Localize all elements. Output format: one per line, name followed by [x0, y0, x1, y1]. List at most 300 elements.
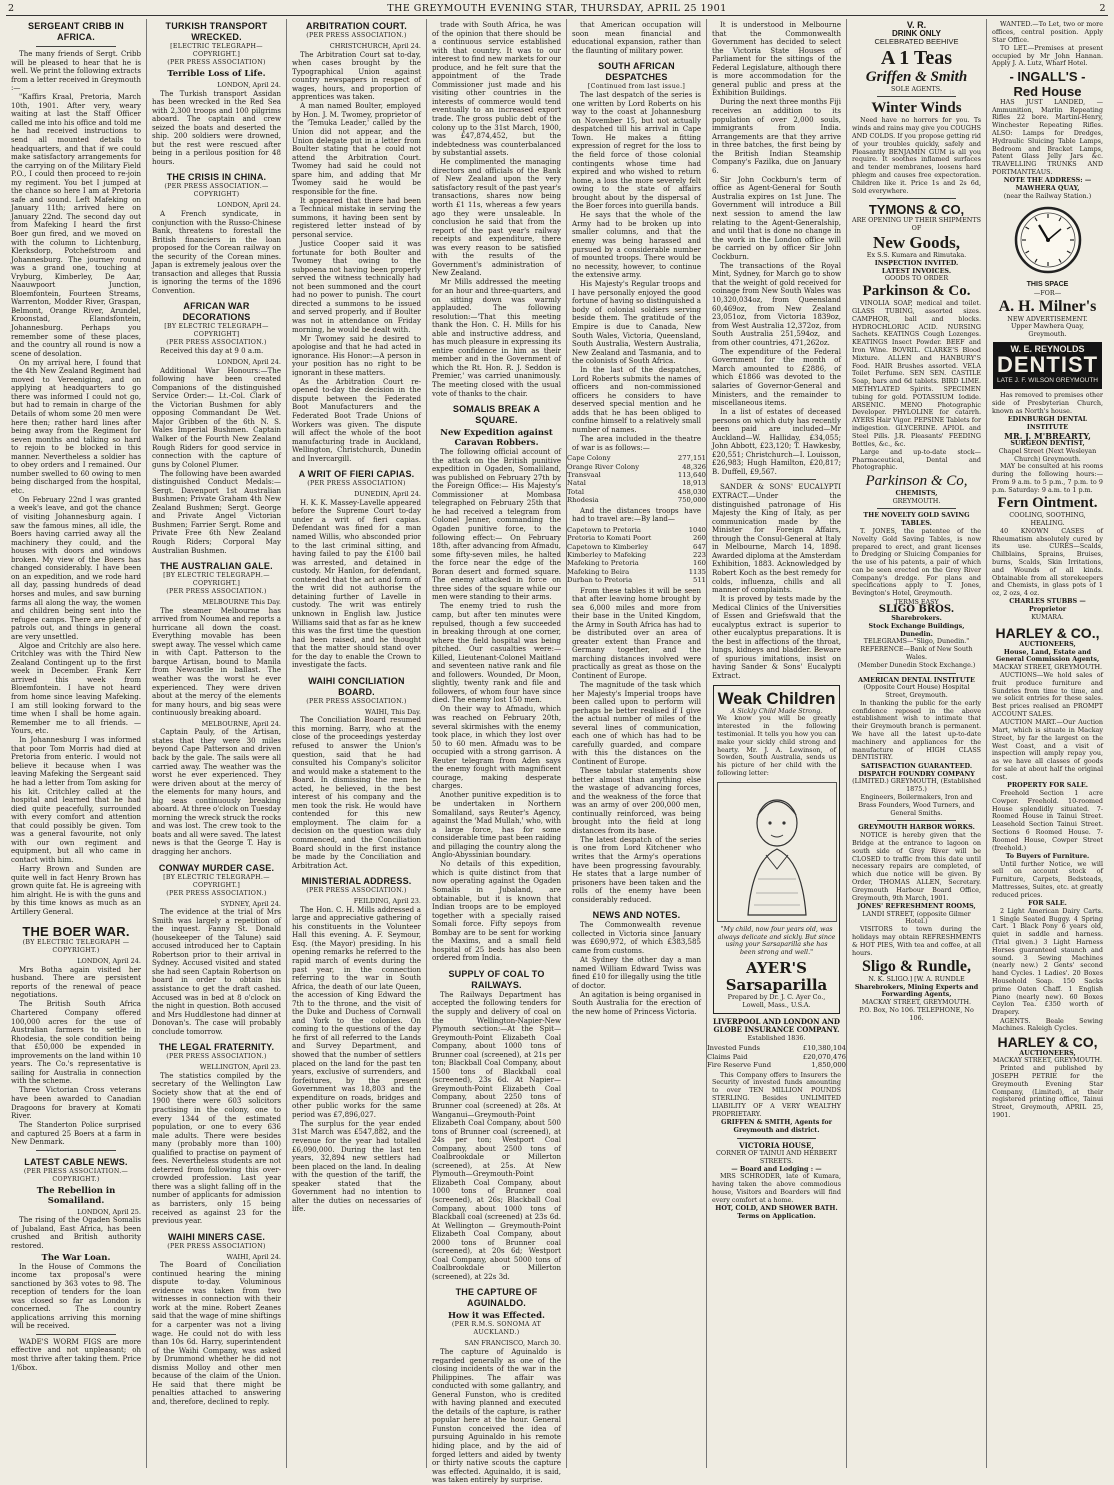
advert-subtitle: AUCTIONEERS,	[1019, 639, 1076, 648]
advert-text: VINOLIA SOAP, medical and toilet. GLASS TUBING, assorted sizes. CAMPHOR, ball and blocks. HYDROCHLORIC ACID. NURSING Sachets. KEATINGS Cough Lozenges. KEATINGS Insect Powder. BEEF and Iron Wine. BOVRIL. CLARKE'S Blood Mixture. ALLEN and HANBURY'S Food. HAIR Brushes assorted. VELA Toilet Perfume. SEN SEN. CASTILE Soap, bars and 6d tablets. BIRD LIME. METHYLATED Spirits. SPECIMEN tubing for gold. POTASSIUM Iodide. ARSENIC. MENO Photographic Developer. PHYLOLINE for catarrh. AYERS Hair Vigor. PEPSINE Tablets for indigestion. GLYCERINE. APIOL and Steel Pills. J.R. Pleasants' FEEDING Bottles, &c., &c.	[852, 299, 981, 448]
byline: [BY ELECTRIC TELEGRAPH—COPYRIGHT]	[164, 323, 269, 339]
article-text: The British South Africa Chartered Company offered 100,000 acres for the use of Australian farmers to settle in Rhodesia, the sole condition being that £50,000 be expended in improvements on the land within 10 years. The Co.'s representative is sailing for Australia in connection with the scheme.	[11, 999, 141, 1086]
distance-table	[567, 526, 706, 585]
subheadline: The War Loan.	[41, 1252, 111, 1263]
article-text: Mrs Botha again visited her husband. There are persistent reports of the renewal of peace negotiations.	[11, 964, 141, 1000]
table-cell-value: 1040	[688, 525, 706, 534]
table-row	[567, 463, 706, 471]
table-row	[567, 551, 706, 559]
article-text: During the next three months Fiji receives an addition to its population of over 2,000 souls, immigrants from India. Arrangements are that they arrive in three batches, the first being by the British Indian Steamship Company's Fazilka, due on January 6.	[712, 97, 841, 175]
advert-subtitle: — Board and Lodging : —	[731, 1164, 822, 1173]
advert-text: GOODS TO ORDER	[884, 274, 949, 283]
column-5	[566, 19, 706, 1468]
dateline: LONDON, April 24.	[217, 81, 281, 89]
table-cell-value: 277,151	[677, 454, 706, 463]
clock-icon	[1013, 205, 1083, 275]
advert-subtitle: ARE OPENING UP THEIR SHIPMENTS OF	[852, 216, 981, 233]
advert-text: LATEST INVOICES.	[881, 266, 952, 275]
byline: (PER PRESS ASSOCIATION.—COPYRIGHT)	[164, 183, 269, 199]
table-cell-label: Transvaal	[567, 470, 601, 479]
article-text: An agitation is being organised in South Australia for the erection of the new home of Princess Victoria.	[572, 989, 701, 1016]
advert-title: TYMONS & CO,	[868, 202, 965, 218]
headline: SERGEANT CRIBB IN AFRICA.	[28, 21, 124, 42]
subheadline: Terrible Loss of Life.	[167, 69, 266, 79]
advert-text: Need have no horrors for you. Ts winds and rains may give you COUGHS AND COLDS. If you propose getting rid of your troubles quickly, safely and Pleasantly BENJAMIN GUM is all you require. It soothes inflamed surfaces and tender membranes, loosens hard phlegm and causes free expectoration. Children like it. Price 1s and 2s 6d, Sold everywhere.	[852, 116, 981, 195]
advert-subtitle: GREYMOUTH.	[892, 496, 941, 505]
dentist-advert	[993, 342, 1102, 389]
advert-subtitle: A Sickly Child Made Strong.	[730, 706, 823, 715]
byline: (PER R.M.S. SONOMA AT AUCKLAND.)	[451, 1321, 542, 1337]
table-row	[567, 543, 706, 551]
table-cell-value: 1,850,000	[811, 1061, 846, 1070]
advert-subtitle: SURGEON DENTIST,	[1010, 439, 1085, 448]
dateline: MELBOURNE This Day.	[202, 598, 281, 607]
article-text: In the last of the despatches, Lord Roberts submits the names of officers and non-commissioned officers he considers to have deserved special mention and he adds that he has been obliged to confine himself to a relatively small number of names.	[572, 365, 701, 435]
advert-title: Parkinson & Co.	[862, 283, 971, 300]
dateline: SYDNEY, April 24.	[220, 899, 281, 908]
article-text: The evidence at the trial of Mrs Smith was largely a repetition of the inquest. Fanny St. Donald (housekeeper of the Talune) said accused introduced her to Captain Robertson prior to their arrival in Sydney. Accused visited and stated she had seen Captain Robertson on board in order to obtain his assistance to get the draft cashed. Accused was in bed at 8 o'clock on the night in question. Both accused and Mrs Huddlestone had dinner at Donovan's. The case will probably conclude tomorrow.	[152, 907, 281, 1036]
table-cell-value: £20,070,476	[802, 1052, 846, 1061]
article-text: He complimented the managing directors and officials of the Bank of New Zealand upon the very satisfactory result of the past year's transactions, shares now being worth £1 11s, whereas a few years ago they were unsaleable. In conclusion he said that from the report of the past year's railway receipts and expenditure, there was every reason to be satisfied with the results of the Government's administration of New Zealand.	[432, 157, 561, 278]
advert-text: VISITORS to town during the holidays may obtain REFRESHMENTS & HOT PIES, With tea and coffee, at all hours.	[852, 925, 981, 957]
advert-title: Griffen & Smith	[865, 68, 968, 85]
dateline: WAIHI, This Day.	[365, 707, 421, 716]
table-cell-label: Invested Funds	[707, 1044, 760, 1053]
advert-title: FOR SALE.	[1028, 899, 1067, 908]
advert-text: Sharebrokers, Mining Experts and Forwarding Agents,	[854, 982, 979, 999]
table-cell-value: 113,640	[677, 470, 706, 479]
advert-text: Has removed to premises other side of Presbyterian Church, known as North's house.	[992, 391, 1103, 415]
byline: (PER PRESS ASSOCIATION.)	[166, 588, 267, 596]
advert-title: Weak Children	[717, 688, 836, 708]
table-cell-value: 647	[693, 542, 706, 551]
table-row	[567, 471, 706, 479]
byline: [ELECTRIC TELEGRAPH—COPYRIGHT.]	[170, 43, 263, 58]
advert-title: JONES' REFRESHMENT ROOMS,	[857, 901, 976, 910]
dateline: LONDON, April 24.	[217, 201, 281, 210]
article-text: Three Victorian Cross veterans have been awarded to Canadian Dragoons for bravery at Komati River.	[11, 1085, 141, 1121]
table-cell-value: 750,000	[677, 496, 706, 505]
divider	[36, 1334, 116, 1335]
article-text: The enemy tried to rush the camp, but after ten minutes were repulsed, though a few succeeded in breaking through at one corner, where the field hospital was being pitched. Our casualties were:—Killed, Lieutenant-Colonel Maitland and seventeen native rank and file and followers. Wounded, Dr Moon, slightly, twenty rank and file and followers, of whom four have since died. The enemy lost 150 men.	[432, 601, 561, 705]
column-6	[706, 19, 846, 1468]
article-text: The steamer Melbourne has arrived from Noumea and reports a hurricane all down the coast. Everything movable has been swept away. The vessel which came in with Capt. Patterson to the barque Artisan, bound to Manila from Newcastle in ballast. The weather was the worst he ever experienced. They were driven about at the mercy of the elements for many hours, and big seas were continuously breaking aboard.	[152, 605, 281, 718]
advert-text: AUCTIONS—We hold sales of fruit produce furniture and Sundries from time to time, and we solicit entries for these sales. Best prices realised an PROMPT ACCOUNT SALES.	[992, 670, 1103, 718]
dateline: CHRISTCHURCH, April 24.	[329, 42, 421, 50]
table-row	[567, 479, 706, 487]
advert-subtitle: LATE J. F. WILSON GREYMOUTH	[996, 377, 1098, 385]
advert-subtitle: Sharebrokers.	[891, 613, 942, 622]
article-text: The Commonwealth revenue collected in Victoria since January was £690,972, of which £383,585 came from customs.	[572, 920, 701, 955]
column-4	[426, 19, 566, 1485]
article-text: The last despatch of the series is one written by Lord Roberts on his way to the coast at Johannesburg on November 15, but not actually despatched till his arrival in Cape Town. He makes a fitting expression of regret for the loss to the field force of those colonial contingents whose time had expired and who wished to return home, a loss the more severely felt owing to the state of affairs brought about by the dispersal of the Boer forces into guerilla bands.	[572, 90, 701, 211]
area-table	[567, 454, 706, 504]
advert-text: SANDER & SONS' EUCALYPTI EXTRACT.—Under the distinguished patronage of His Majesty the King of Italy, as per communication made by the Minister for Foreign Affairs, through the Consul-General at Italy in Melbourne, March 14, 1898. Awarded diploma at the Amsterdam Exhibition, 1883. Acknowledged by Robert Koch as the best remedy for colds, influenza, chills and all manner of complaints.	[712, 482, 841, 595]
article-text: The Standerton Police surprised and captured 25 Boers at a farm in New Denmark.	[11, 1120, 141, 1147]
table-cell-value: 160	[693, 559, 706, 568]
divider	[877, 198, 956, 199]
article-text: Algoe and Critchly are also here. Critchley was with the Third New Zealand Contingent up to the first week in December. Frank Kerr arrived this week from Bloemfontein. I have not heard from home since leaving Mafeking. I am still looking forward to the time when I shall be home again. Remember me to all friends. — Yours, etc.	[11, 640, 141, 736]
advert-quote: "My child, now four years old, was always delicate and sickly. But since using your Sarsaparilla she has been strong and well."	[717, 924, 836, 957]
advert-title: DRINK ONLY	[891, 28, 942, 38]
table-row	[567, 454, 706, 462]
advert-text: Ex S.S. Kumara and Rimutaka.	[866, 251, 967, 259]
dateline: WELLINGTON, April 23.	[199, 1063, 281, 1072]
advert-subtitle: House, Land, Estate and General Commission Agents,	[995, 647, 1100, 664]
advert-footer: SATISFACTION GUARANTEED.	[860, 761, 973, 770]
child-portrait-illustration	[717, 782, 837, 922]
column-1	[6, 19, 146, 1468]
advert-subtitle: (Opposite Court House) Hospital Street, Greymouth.	[863, 683, 970, 700]
article-text: In Johannesburg I was informed that poor Tom Morris had died at Pretoria from enteric. I would not believe it because when I was leaving Mafeking the Sergeant said he had a letter from Tom asking for his kit. Critchley called at the hospital and learned that he had died quite peacefully, surrounded with every comfort and attention that could possibly be given. Tom was a general favourite, not only with our own regiment and equipment, but all who came in contact with him.	[11, 735, 141, 864]
advert-footer: P.O. Box, No 106. TELEPHONE, No 106.	[859, 1006, 974, 1022]
advert-title: New Goods,	[873, 233, 960, 252]
byline: (PER PRESS ASSOCIATION.)	[306, 697, 407, 705]
table-cell-label: Claims Paid	[707, 1052, 748, 1061]
article-text: trade with South Africa, he was of the opinion that there should be a continuous service established with that country. It was to our interest to find new markets for our produce, and he felt sure that the appointment of the Trade Commissioner just made and his visiting other countries in the interests of commerce would tend eventually to an increased export trade. The gross public debt of the colony up to the 31st March, 1900, was £47,874,452, but the indebtedness was counterbalanced by substantial assets.	[432, 20, 561, 158]
advert-subtitle: N. K. SLIGO.] [W. A. RUNDLE	[868, 974, 965, 983]
advert-text: (Member Dunedin Stock Exchange.)	[857, 660, 976, 669]
headline: WAIHI CONCILIATION BOARD.	[308, 675, 405, 697]
table-cell-value: 458,030	[677, 487, 706, 496]
table-cell-value: 48,326	[682, 462, 706, 471]
advert-title: A 1 Teas	[880, 46, 953, 69]
table-cell-label: Total	[567, 487, 585, 496]
table-row	[567, 576, 706, 584]
column-3	[286, 19, 426, 1468]
advert-footer: Prepared by Dr. J. C. Ayer Co., Lowell, Mass., U.S.A.	[727, 992, 826, 1009]
column-8	[986, 19, 1108, 1468]
byline: [BY ELECTRIC TELEGRAPH.—COPYRIGHT.]	[163, 873, 270, 889]
article-text: It appeared that there had been a Technical mistake in serving the summons, it having been sent by registered letter instead of by personal service.	[292, 195, 421, 240]
newspaper-title: THE GREYMOUTH EVENING STAR, THURSDAY, APRIL 25 1901	[387, 3, 727, 14]
dateline: SAN FRANCISCO, March 30.	[464, 1339, 561, 1348]
byline: (PER PRESS ASSOCIATION.)	[166, 1053, 267, 1061]
child-portrait-icon	[718, 783, 836, 921]
dateline: MELBOURNE, April 24.	[201, 719, 281, 728]
advert-footer: KUMARA.	[1031, 612, 1064, 621]
table-cell-label: Cape Colony	[567, 454, 611, 463]
advert-title: THIS SPACE	[1026, 281, 1069, 289]
table-cell-label: Capetown to Kimberley	[567, 542, 649, 551]
headline: SOUTH AFRICAN DESPATCHES	[598, 61, 675, 83]
article-text: Another punitive expedition is to be undertaken in Northern Somaliland, says Reuter's Agency, against the 'Mad Mullah,' who, with a large force, has for some considerable time past been raiding and pillaging the country along the Anglo-Abyssinian boundary.	[432, 790, 561, 860]
advert-footer: CHARLES STUBBS — Proprietor	[1009, 597, 1086, 614]
table-cell-value: 1135	[688, 567, 706, 576]
advert-text: Large and up-to-date stock—Pharmaceutical, Dental and Photographic.	[852, 447, 981, 472]
table-cell-value: 223	[693, 550, 706, 559]
table-cell-label: Kimberley to Mafeking	[567, 550, 647, 559]
dateline: FEILDING, April 23.	[353, 897, 421, 906]
headline: SUPPLY OF COAL TO RAILWAYS.	[448, 968, 545, 990]
article-text: The Railways Department has accepted the following tenders for the supply and delivery of coal on the Wellington-Napier-New Plymouth section:—At the Spit—Greymouth-Point Elizabeth Coal Company, about 1000 tons of Brunner coal (screened), at 21s per ton; Blackball Coal Company, about 1500 tons of Blackball coal (screened), 23s 6d. At Napier—Greymouth-Point Elizabeth Coal Company, about 2250 tons of Brunner coal (screened) at 28s. At Wanganui—Greymouth-Point Elizabeth Coal Company, about 500 tons of Brunner coal (screened), at 24s per ton; Westport Coal Company, about 2500 tons of Coalbrookdale or Millerton (screened), at 25s. At New Plymouth—Greymouth-Point Elizabeth Coal Company, about 1000 tons of Brunner coal (screened), at 26s; Blackball Coal Company, about 1000 tons of Blackball coal (screened) at 23s 6d. At Wellington — Greymouth-Point Elizabeth Coal Company, about 2000 tons of Brunner coal (screened), at 20s 6d; Westport Coal Company, about 5000 tons of Coalbrookdale or Millerton (screened), at 22s 3d.	[432, 989, 561, 1281]
article-text: that American occupation will soon mean financial and educational expansion, rather than the flaunting of military power.	[572, 20, 701, 55]
subheadline: The Rebellion in Somaliland.	[36, 1185, 116, 1206]
divider	[737, 479, 816, 480]
table-row	[567, 534, 706, 542]
advert-text: It is proved by tests made by the Medical Clinics of the Universities of Essen and Griefswald that the eucalyptus extract is superior to other eucalyptus preparations. It is the best in affections of the throat, lungs, kidneys and bladder. Beware of spurious imitations, insist on having Sander & Sons' Eucalypti Extract.	[712, 594, 841, 681]
advert-address: Chapel Street (Next Wesleyan Church) Greymouth.	[998, 446, 1097, 463]
advert-text: Freehold Section 1 acre Cowper. Freehold. 10-roomed House splendidly situated. 7-Roomed House in Tainui Street. Leasehold Section Tainui Street. Sections 6 Roomed House. 7-Roomed House, Cowper Street (freehold.)	[992, 788, 1103, 852]
advert-subtitle: Established 1836.	[747, 1033, 806, 1042]
headline: WAIHI MINERS CASE.	[167, 1231, 266, 1242]
headline: THE CRISIS IN CHINA.	[166, 172, 267, 183]
article-text: The latest despatch of the series is one from Lord Kitchener who writes that the Army's operations have been progressing favourably. He states that a large number of prisoners have been taken and the rolls of the enemy have been considerably reduced.	[572, 834, 701, 904]
article-text: His Majesty's Regular troops and I have personally enjoyed the good fortune of having so distinguished a body of colonial soldiers serving beside them. The gratitude of the Empire is due to Canada, New South Wales, Victoria, Queensland, South Australia, Western Australia, New Zealand and Tasmania, and to the colonists of South Africa.	[572, 279, 701, 366]
article-text: Additional War Honours:—The following have been created Companions of the distinguished Service Order:— Lt.-Col. Clark of the Victorian Bushmen for ably opposing Commandant De Wet. Major Gribben of the 6th N. S. Wales Imperial Bushmen. Captain Walker of the Fourth New Zealand Rough Riders for good service in connection with the capture of guns by Colonel Plumer.	[152, 365, 281, 469]
advert-subtitle: CORNER OF TAINUI AND HERBERT STREETS.	[715, 1149, 838, 1165]
ayers-advert	[713, 685, 840, 1014]
article-text: The rising of the Ogaden Somalis of Jubaland, East Africa, has been crushed and British authority restored.	[11, 1215, 141, 1250]
headline: NEWS AND NOTES.	[592, 910, 681, 921]
masthead	[6, 2, 1108, 16]
article-text: The following have been awarded distinguished Conduct Medals:— Sergt. Davenport 1st Australian Bushmen; Private Graham 4th New Zealand Bushmen; Sergt. George and Private Angel Victorian Bushmen; Farrier Sergt. Rome and Private Free 6th New Zealand Rough Riders; Corporal May Australian Bushmen.	[152, 468, 281, 555]
advert-text: —FOR—	[1033, 288, 1062, 297]
advert-subtitle: AUCTIONEERS,	[1019, 1048, 1076, 1057]
advert-address: Upper Mawhera Quay, Greymouth.	[1010, 322, 1084, 339]
advert-text: Engineers, Boilermakers, Iron and Brass Founders, Wood Turners, and General Smiths.	[858, 792, 975, 817]
table-cell-value: 18,913	[682, 479, 706, 488]
classified-ad: WANTED.—To Let, two or more offices, central position. Apply Star Office.	[992, 20, 1103, 44]
article-text: The Board of Conciliation continued hearing the mining dispute to-day. Voluminous evidence was taken from two witnesses in connection with their work at the mine. Robert Zeanes said that the wage of mine shiftings for a carpenter was not a living wage. He could not do with less than 10s 6d. Harry, superintendent of the Waihi Company, was asked by Drummond whether he did not dismiss Molloy and other men because of the claim of the Union. He said that there might be penalties attached to answering and, therefore, declined to reply.	[152, 1260, 281, 1406]
advert-text: Until further Notice, we will sell on account stock of Furniture, Carpets, Bedsteads, Mattresses, Suites, etc. at greatly reduced prices.	[992, 859, 1103, 899]
byline: (PER PRESS ASSOCIATION)	[167, 59, 266, 66]
article-text: Mr Twomey said he desired to apologise and that he had acted in ignorance. His Honor:—A person in your position has no right to be ignorant in these matters.	[292, 333, 421, 377]
advert-text: MACKAY STREET, GREYMOUTH.	[861, 998, 972, 1007]
advert-title: DENTIST	[996, 352, 1099, 378]
table-cell-value: 511	[693, 576, 706, 585]
headline: SOMALIS BREAK A SQUARE.	[452, 404, 541, 426]
byline: [BY ELECTRIC TELEGRAPH.—COPYRIGHT.]	[163, 572, 270, 588]
column-2	[146, 19, 286, 1468]
table-row	[567, 488, 706, 496]
clock-illustration	[987, 205, 1108, 278]
advert-text: HAS JUST LANDED, — Ammunition, Marlin Repeating Rifles 22 bore. Martini-Henry, Winchester Repeating Rifles. ALSO: Lamps for Dredges, Hydraulic Sluicing Table Lamps, Bedroom and Bracket Lamps, Patent Glass Jelly Jars &c. TRAVELLING TRUNKS AND PORTMANTEAUS.	[992, 97, 1103, 176]
advert-title: AMERICAN DENTAL INSTITUTE	[858, 675, 975, 684]
headline: TURKISH TRANSPORT WRECKED.	[165, 21, 268, 42]
table-cell-value: 260	[693, 534, 706, 543]
advert-subtitle: NEW ADVERTISEMENT.	[1007, 314, 1088, 323]
advert-subtitle: SOLE AGENTS.	[891, 84, 942, 93]
advert-text: NOTICE is hereby given that the Bridge at the entrance to lagoon on south side of Grey River will be CLOSED to traffic from this date until necessary repairs are completed, of which due notice will be given. By Order, THOMAS ALLEN, Secretary. Greymouth Harbour Board Office, Greymouth, 9th March, 1901.	[852, 831, 981, 902]
divider	[36, 46, 116, 47]
advert-title: HARLEY & CO,	[997, 1033, 1098, 1050]
advert-title: Fern Ointment.	[997, 495, 1098, 512]
insurance-table	[707, 1044, 846, 1069]
headline: THE CAPTURE OF AGUINALDO.	[455, 1287, 538, 1309]
article-text: The surplus for the year ended 31st March was £547,882, and the revenue for the year had totalled £6,090,000. During the last ten years, 32,894 new settlers had been placed on the land. In dealing with the question of the tariff, the speaker stated that the Government had no intention to alter the duties on necessaries of life.	[292, 1118, 421, 1214]
article-text: H. K. K. Massey-Lavelle appeared before the Supreme Court to-day under a writ of fieri capias. Defendant was fined for a man named Willis, who absconded prior to the last criminal sitting, and having failed to pay the £100 bail was arrested, and detained in custody. Mr Hanlon, for defendant, contended that the act and form of the writ did not authorise the detaining further of Lavelle in custody. The writ was entirely unknown in English law. Justice Williams said that as far as he knew this was the first time the question had been raised, and he thought that the matter should stand over for the day to enable the Crown to investigate the facts.	[292, 497, 421, 670]
headline: THE BOER WAR.	[22, 924, 130, 940]
advert-address: MACKAY STREET, GREYMOUTH.	[992, 663, 1103, 672]
article-text: No details of this expedition, which is quite distinct from that now operating against the Ogaden Somalis in Jubaland, are obtainable, but it is known that Indian troops are to be employed together with a specially raised Somali force. Fifty sepoys from Bombay are to be sent for working the Maxims, and a small field hospital of 25 beds has also been ordered from India.	[432, 859, 561, 963]
table-row	[567, 568, 706, 576]
advert-text: AUCTION MART.—Our Auction Mart, which is situate in Mackay Street, by far the largest on the West Coast, and a visit of inspection will amply repay you, as we have all classes of goods for sale at about half the original cost.	[992, 718, 1103, 781]
advert-subtitle: Stock Exchange Buildings, Dunedin.	[868, 621, 965, 638]
advert-title: SLIGO BROS.	[878, 604, 955, 616]
advert-title: - INGALL'S -	[1009, 68, 1086, 84]
divider	[36, 1150, 116, 1151]
divider	[877, 508, 956, 509]
article-text: Mr Mills addressed the meeting for an hour and three-quarters, and on sitting down was warmly applauded. The following resolution:—'That this meeting thank the Hon. C. H. Mills for his able and instructive address, and has much pleasure in expressing its entire confidence in him as their member and in the Government of which the Rt. Hon. R. J. Seddon is Premier,' was carried unanimously. The meeting closed with the usual vote of thanks to the chair.	[432, 277, 561, 398]
headline: ARBITRATION COURT.	[306, 21, 407, 31]
page-columns	[6, 19, 1108, 1485]
advert-text: WADE'S WORM FIGS are more effective and not unpleasant; oh most thrive after taking them. Price 1/6box.	[11, 1336, 141, 1372]
table-cell-value: £10,380,104	[802, 1044, 846, 1053]
article-text: As the Arbitration Court re-opened to-day the decision in the dispute between the Federated Boot Manufacturers and the Federated Boot Trade Unions of Workers was given. The dispute will affect the whole of the boot manufacturing trade in Auckland, Wellington, Christchurch, Dunedin and Invercargill.	[292, 376, 421, 463]
classified-ad: TO LET.—Premises at present occupied by Mr John Hannan. Apply J. A. Lutz, Wharf Hotel.	[992, 43, 1103, 68]
table-cell-label: Durban to Pretoria	[567, 576, 633, 585]
page-number-left: 2	[8, 3, 15, 14]
divider	[877, 96, 956, 97]
advert-text: MAY be consulted at his rooms during the following hours:—From 9 a.m. to 5 p.m., 7 p.m. to 9 p.m. Saturday: 9 a.m. to 1 p.m.	[992, 462, 1103, 494]
article-text: From these tables it will be seen that after leaving home brought by sea 6,000 miles and more from their base in the United Kingdom, the Army in South Africa has had to be distributed over an area of greater extent than France and Germany together, and the marching distances involved were practically as great as those on the Continent of Europe.	[572, 585, 701, 680]
article-text: The statistics compiled by the secretary of the Wellington Law Society show that at the end of 1900 there were 603 solicitors practising in the colony, one to every 1344 of the estimated population, or one to every 636 male adults. There were besides many (probably more than 100) qualified to practise on payment of fees. Nevertheless students are not deterred from following this over-crowded profession. Last year there was a slight falling off in the number of applicants for admission as barristers, only 15 being received as against 23 for the previous year.	[152, 1070, 281, 1226]
headline: A WRIT OF FIERI CAPIAS.	[298, 469, 415, 480]
advert-text: 2 Light American Dairy Carts. 1 Single Seated Buggy. 4 Spring Cart. 1 Black Pony 6 years old, quiet in saddle and harness. (Trial given.) 3 Light Harness Horses guaranteed staunch and sound. 3 Sewing Machines (nearly new.) 2 Gents' second hand Cycles. 1 Ladies'. 20 Boxes Household Soap. 150 Sacks prime Oaten Chaff. 1 English Piano (nearly new). 60 Boxes Ceylon Tea. £350 worth of Drapery.	[992, 906, 1103, 1017]
table-cell-label: Rhodesia	[567, 496, 599, 505]
byline: (PER PRESS ASSOCIATION)	[307, 480, 406, 488]
dateline: LONDON, April 24.	[217, 358, 281, 367]
advert-text: TELEGRAMS—"Sligo, Dunedin." REFERENCE—Bank of New South Wales.	[860, 637, 973, 661]
advert-text: This Company offers to Insurers the Security of invested funds amounting to over TEN MILLION POUNDS STERLING. Besides UNLIMITED LIABILITY OF A VERY WEALTHY PROPRIETARY.	[712, 1070, 841, 1118]
article-text: The Turkish transport Assidan has been wrecked in the Red Sea with 2,300 troops and 100 pilgrims aboard. The captain and crew seized the boats and deserted the ship. 200 soldiers were drowned, but the rest were rescued after being in a perilous position for 48 hours.	[152, 88, 281, 166]
advert-title: THE NOVELTY GOLD SAVING TABLES.	[863, 511, 970, 528]
article-text: The expenditure of the Federal Government for the month of March amounted to £2886, of which £1866 was devoted to the salaries of Governor-General and Ministers, and the remainder to miscellaneous items.	[712, 346, 841, 408]
headline: THE LEGAL FRATERNITY.	[158, 1042, 275, 1053]
headline: AFRICAN WAR DECORATIONS	[182, 301, 251, 323]
table-cell-label: Fire Reserve Fund	[707, 1061, 772, 1070]
advert-address: MACKAY STREET, GREYMOUTH.	[992, 1056, 1103, 1065]
byline: (PER PRESS ASSOCIATION.)	[166, 889, 267, 897]
headline: CONWAY MURDER CASE.	[158, 862, 275, 873]
imprint: Printed and published by JOSEPH PETRIE for the Greymouth Evening Star Company, (Limited), at their registered printing office, Tainui Street, Greymouth, APRIL 25, 1901.	[992, 1064, 1103, 1119]
subheadline: New Expedition against Caravan Robbers.	[440, 428, 553, 449]
article-text: It is understood in Melbourne that the Commonwealth Government has decided to select the Victoria State Houses of Parliament for the sittings of the Federal Legislature, although there is more accommodation for the general public and press at the Exhibition Buildings.	[712, 20, 841, 98]
table-row	[707, 1044, 846, 1052]
article-text: Captain Pauly, of the Artisan, states that they were 30 miles beyond Cape Patterson and driven back by the gale. The sails were all carried away. The weather was the worst he ever experienced. They were driven about at the mercy of the elements for many hours, and big seas continuously breaking aboard. At three o'clock on Tuesday morning the wreck struck the rocks and was lost. The crew took to the boats and all were saved. The latest news is that the George T. Hay is dragging her anchors.	[152, 727, 281, 856]
byline: (PER PRESS ASSOCIATION.)	[306, 32, 407, 39]
article-text: The following official account of the attack on the British punitive expedition in Ogaden, Somaliland, was published on February 27th by the Foreign Office:— His Majesty's Commissioner at Mombasa telegraphed on February 25th that he had received a telegram from Colonel Jenner, commanding the Ogaden punitive force, to the following effect:— On February 18th, after advancing from Afmadu, some fifty-seven miles, he halted the force near the edge of the Boran desert and formed square. The enemy attacked in force on three sides of the square while our men were standing to their arms.	[432, 447, 561, 602]
divider	[737, 1138, 816, 1139]
advert-crest: V. R.	[906, 20, 927, 30]
article-text: At Sydney the other day a man named William Edward Twiss was fined £10 for illegally using the title of doctor.	[572, 954, 701, 990]
advert-footer: HOT, COLD, AND SHOWER BATH. Terms on Application.	[715, 1204, 838, 1220]
article-text: He says that the whole of the Army had to be broken up into smaller columns, and that the enemy was being harassed and pursued by a considerable number of mounted troops. There would be no necessity, however, to continue the extensive army.	[572, 210, 701, 280]
advert-text: T. JONES, the patentee of the Novelty Gold Saving Tables, is now prepared to erect, and grant licenses to Dredging or Sluicing Companies for the use of his patents, a pair of which can be seen erected on the Grey River Company's dredge. For plans and specifications apply to T. Jones, Bevington's Hotel, Greymouth.	[852, 526, 981, 598]
advert-address: NOTE THE ADDRESS: — MAWHERA QUAY,	[1003, 176, 1092, 193]
article-text: The Hon. C. H. Mills addressed a large and appreciative gathering of his constituents in the Volunteer Hall this evening. A. F. Seymour, Esq. (the Mayor) presiding. In his opening remarks he referred to the rapid march of events during the past year, in the connection referring to the war in South Africa, the death of our late Queen, the accession of King Edward the 7th to the throne, and the visit of the Duke and Duchess of Cornwall and York to the colonies. On coming to the questions of the day he first of all referred to the Lands and Survey Department, and showed that the number of settlers placed on the land for the past ten years, exclusive of surrenders, and forfeitures, by the present Government was 18,803 and the expenditure on roads, bridges and other public works for the same period was £7,896,027.	[292, 904, 421, 1119]
article-text: On their way to Afmadu, which was reached on February 20th, several skirmishes with the enemy took place, in which they lost over 50 to 60 men. Afmadu was to be occupied with a strong garrison. A Reuter telegram from Aden says the enemy fought with magnificent courage, making desperate charges.	[432, 704, 561, 791]
headline: MINISTERIAL ADDRESS.	[301, 876, 412, 887]
byline: (PER PRESS ASSOCIATION.)	[166, 339, 267, 347]
advert-subtitle: (LIMITED.) GREYMOUTH, (Established 1875.)	[852, 777, 981, 794]
article-text: The Conciliation Board resumed this morning. Barry, who at the close of the proceedings yesterday refused to answer the Union's question, said that he had consulted his Company's solicitor and would make a statement to the Board. In dismissing the men he acted, he believed, in the best interest of his company and the men took the risk. He would have contended for this new employment. The claim for a decision on the question was duly commenced, and the Conciliation Board should in the first instance be made by the Conciliation and Arbitration Act.	[292, 715, 421, 870]
article-text: The magnitude of the task which her Majesty's Imperial troops have been called upon to perform will perhaps be better realised if I give the actual number of miles of the several lines of communication, each one of which has had to be carefully guarded, and compare with this the distances on the Continent of Europe.	[572, 680, 701, 766]
advert-text: MRS SCHRODER, late of Kumara, having taken the above commodious house, Visitors and Boarders will find every comfort at a home.	[712, 1172, 841, 1204]
page-number-right: 2	[1099, 3, 1106, 14]
headline: LATEST CABLE NEWS.	[24, 1156, 128, 1167]
table-cell-label: Capetown to Pretoria	[567, 525, 641, 534]
article-text: The Arbitration Court sat to-day, when cases brought by the Typographical Union against country newspapers in respect of wages, hours, and proportion of apprentices was taken.	[292, 49, 421, 102]
table-row	[707, 1061, 846, 1069]
article-text: Harry Brown and Sunden are quite well in fact Henry Brown has grown quite fat. He is agreeing with him alright. He is with the guns and by this time knows as much as an Artillery General.	[11, 863, 141, 916]
article-text: The capture of Aguinaldo is regarded generally as one of the closing incidents of the war in the Philippines. The affair was conducted with some gallantry, and General Funston, who is credited with having planned and executed the details of the capture, is rather popular here at the hour. General Funston conceived the idea of pursuing Aguinaldo in his remote hiding place, and by the aid of forged letters and aided by twenty or thirty native scouts the capture was effected. Aguinaldo, it is said, was taken entirely by surprise.	[432, 1347, 561, 1485]
table-row	[567, 559, 706, 567]
advert-brand: AYER'S Sarsaparilla	[725, 958, 828, 994]
article-text: In a list of estates of deceased persons on which duty has recently been paid are included—Mr Auckland—W. Halliday, £34,055; John Abbott, £23,120; T. Hawkesby, £20,551; Christchurch—I. Louisson, £26,983; Hugh Hamilton, £20,817; B. Duffell, £9,567.	[712, 407, 841, 476]
article-text: On my arrival here, I found that the 4th New Zealand Regiment had moved to Vereeniging, and on applying at headquarters to go there was informed I could not go, but had to remain in charge of the Details of whom some 20 men were here then; rather hard lines after being away from the Regiment for seven months and talking so hard to rejoin to be blocked in this manner. Nevertheless a soldier has to obey orders and I remained. Our number swelled to 60 owing to men being discharged from the hospital, etc.	[11, 357, 141, 495]
article-text: In the House of Commons the income tax proposal's were sanctioned by 363 votes to 98. The reception of tenders for the loan was closed so far as London is concerned. The country applications arriving this morning will be received.	[11, 1261, 141, 1331]
divider	[877, 673, 956, 674]
table-row	[567, 526, 706, 534]
advert-title: GREYMOUTH HARBOR WORKS.	[858, 823, 975, 832]
byline: (BY ELECTRIC TELEGRAPH — COPYRIGHT.)	[22, 939, 130, 955]
advert-title: Red House	[1013, 83, 1082, 99]
article-text: Justice Cooper said it was fortunate for both Boulter and Twomey that owing to the subpoena not having been properly served the witness technically had not been summoned and the court had no power to punish. The court directed a summons to be issued and served properly, and if Boulter was not in attendance on Friday morning, he would be dealt with.	[292, 239, 421, 334]
advert-address: (near the Railway Station.)	[1003, 191, 1092, 200]
dateline: LONDON, April 24.	[77, 957, 141, 966]
advert-name: MR. J. M'BREARTY,	[1004, 430, 1091, 441]
advert-title: EDINBURGH DENTAL INSTITUTE	[1007, 414, 1088, 431]
byline: [Continued from last issue.]	[587, 83, 686, 91]
advert-title: To Buyers of Furniture.	[1005, 851, 1090, 860]
advert-subtitle: CELEBRATED BEEHIVE	[874, 37, 959, 47]
article-text: These tabular statements show better almost than anything else the wastage of advancing forces, and the weakness of the force that was an army of over 200,000 men, continually reinforced, was being brought into the field at long distances from its base.	[572, 766, 701, 835]
article-text: The many friends of Sergt. Cribb will be pleased to hear that he is well. We print the following extracts from a letter received in Greymouth :—	[11, 49, 141, 93]
table-cell-label: Natal	[567, 479, 586, 488]
article-text: Received this day at 9 0 a.m.	[160, 346, 264, 356]
advert-subtitle: LANDI STREET, (opposite Gilmer Hotel.)	[862, 909, 971, 926]
subheadline: How it was Effected.	[448, 1311, 545, 1322]
article-text: The transactions of the Royal Mint, Sydney, for March go to show that the weight of gold received for coinage from New South Wales was 10,320,034oz, from Queensland 60,469oz, from New Zealand 23,051oz, from Victoria 1839oz, from West Australia 12,372oz, from South Australia 251,594oz, and from other countries, 471,262oz.	[712, 260, 841, 347]
article-text: A man named Boulter, employed by Hon. J. M. Twomey, proprietor of the 'Temuka Leader,' called by the Union did not appear, and the Union delegate put in a letter from Boulter stating that he could not attend the Arbitration Court. Twomey had said he could not spare him, and adding that Mr Twomey said he would be responsible for the fine.	[292, 101, 421, 196]
advert-text: In thanking the public for the early confidence reposed in the above establishment wish to intimate that their Greymouth branch is permanent. We have all the latest up-to-date machinery and appliances for the manufacture of HIGH CLASS DENTISTRY.	[852, 698, 981, 762]
byline: (PER PRESS ASSOCIATION.—COPYRIGHT.)	[23, 1167, 129, 1183]
divider	[877, 820, 956, 821]
advert-subtitle: COOLING, SOOTHING, HEALING.	[1009, 511, 1086, 527]
advert-title: VICTORIA HOUSE,	[739, 1140, 814, 1150]
article-text: On February 22nd I was granted a week's leave, and got the chance of visiting Johannesburg again. I saw the famous mines, all idle, the Boers having carried away all the machinery they could, and the houses with doors and windows broken. My view of the Boers has changed considerably. I have been on an expedition, and we rode hard all day, passing hundreds of dead horses and mules, and saw burning farms all along the way, the women and children being sent into the refugee camps. There are plenty of patrols out, and things in general are very unsettled.	[11, 494, 141, 641]
advert-text: TERMS EASY	[894, 597, 939, 606]
advert-title: PROPERTY FOR SALE.	[1007, 781, 1088, 790]
advert-title: LIVERPOOL AND LONDON AND GLOBE INSURANCE COMPANY.	[712, 1016, 841, 1035]
table-row	[707, 1053, 846, 1061]
advert-name: W. E. REYNOLDS	[1010, 343, 1085, 354]
advert-title: Sligo & Rundle,	[862, 957, 971, 975]
byline: (PER PRESS ASSOCIATION.)	[306, 887, 407, 895]
headline: THE AUSTRALIAN GALE.	[160, 561, 273, 572]
byline: (PER PRESS ASSOCIATION)	[167, 1242, 266, 1250]
column-7	[846, 19, 986, 1468]
advert-text: 40 KNOWN CASES of Rheumatism absolutely cured by its use. CURES—Scalds, Chilblains, Sprains, Bruises, burns, Scalds, Skin Irritations, and Wounds of all kinds. Obtainable from all storekeepers and Chemists, in glass pots of 1 oz, 2 ozs, 4 oz.	[992, 526, 1103, 598]
dateline: LONDON, April 25.	[77, 1207, 141, 1216]
advert-title: DISPATCH FOUNDRY COMPANY	[858, 769, 975, 778]
table-cell-label: Orange River Colony	[567, 462, 640, 471]
advert-agents: GRIFFEN & SMITH, Agents for Greymouth and district.	[721, 1117, 832, 1134]
table-cell-label: Pretoria to Komati Poort	[567, 534, 652, 543]
table-row	[567, 496, 706, 504]
advert-subtitle: CHEMISTS,	[895, 488, 938, 497]
dateline: DUNEDIN, April 24.	[354, 490, 421, 499]
table-cell-label: Mafeking to Beira	[567, 567, 630, 576]
article-text: Sir John Cockburn's term of office as Agent-General for South Australia expires on 1st June. The Government will introduce a Bill next session to amend the law relating to the Agent-Generalship, and until that is done no change in the work in the London office will be carried on by officer Sir John Cockburn.	[712, 174, 841, 261]
advert-text: INSPECTION INVITED.	[874, 258, 959, 267]
advert-title: HARLEY & CO.,	[995, 624, 1100, 641]
table-cell-label: Mafeking to Pretoria	[567, 559, 639, 568]
dateline: WAIHI, April 24.	[226, 1252, 281, 1261]
advert-title: Winter Winds	[871, 100, 962, 117]
